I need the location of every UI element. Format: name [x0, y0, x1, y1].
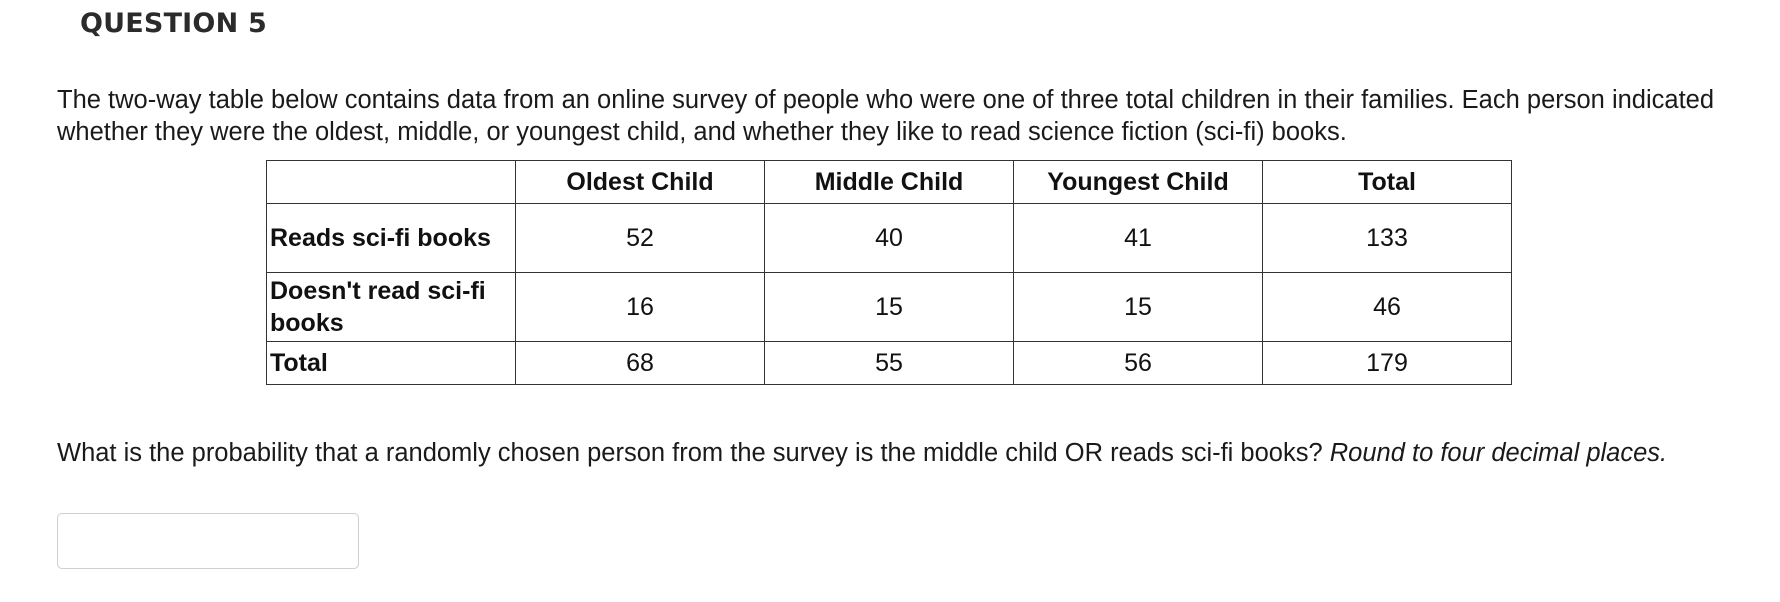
table-cell: 40 [765, 204, 1014, 273]
table-cell: 55 [765, 342, 1014, 385]
two-way-table [266, 160, 1512, 385]
table-cell: 15 [765, 273, 1014, 342]
table-header-row [267, 161, 1512, 204]
header-youngest-child: Youngest Child [1014, 161, 1263, 204]
rounding-instruction: Round to four decimal places. [1329, 439, 1668, 467]
table-cell: 41 [1014, 204, 1263, 273]
question-prompt-text: What is the probability that a randomly chosen person from the survey is the middle child OR reads sci-fi books? [57, 439, 1323, 467]
table-cell: 52 [516, 204, 765, 273]
answer-input[interactable] [57, 513, 359, 569]
question-title: QUESTION 5 [80, 8, 267, 39]
table-row [267, 204, 1512, 273]
header-corner [267, 161, 516, 204]
table-cell: 56 [1014, 342, 1263, 385]
table-row [267, 273, 1512, 342]
table-cell: 68 [516, 342, 765, 385]
table-cell: 179 [1263, 342, 1512, 385]
header-oldest-child: Oldest Child [516, 161, 765, 204]
table-row [267, 342, 1512, 385]
row-label-doesnt-read-sci-fi: Doesn't read sci-fi books [267, 273, 516, 342]
table-cell: 15 [1014, 273, 1263, 342]
table-cell: 46 [1263, 273, 1512, 342]
question-intro: The two-way table below contains data from an online survey of people who were one of three total children in their families. Each person indicated whether they were the oldest, middle, or youngest child, and whether they like to read science fiction (sci-fi) books. [57, 86, 1715, 146]
question-prompt [57, 437, 1757, 469]
header-middle-child: Middle Child [765, 161, 1014, 204]
table-cell: 133 [1263, 204, 1512, 273]
header-total: Total [1263, 161, 1512, 204]
row-label-total: Total [267, 342, 516, 385]
table-cell: 16 [516, 273, 765, 342]
row-label-reads-sci-fi: Reads sci-fi books [267, 204, 516, 273]
